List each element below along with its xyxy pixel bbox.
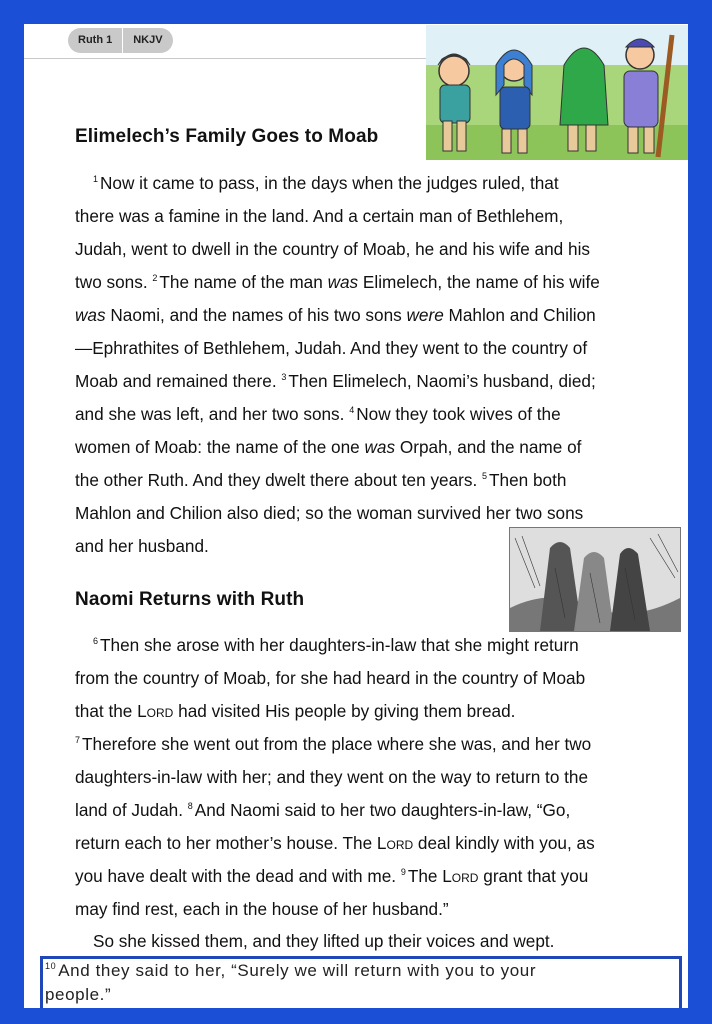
highlighted-verse-line: $^{10}$ And they said to her, “Surely we will return with you to your — [45, 961, 537, 980]
text-line: women of Moab: the name of the one was Orpah, and the name of — [75, 437, 582, 457]
verse-number: 5 — [482, 471, 488, 482]
highlighted-verse-box[interactable] — [40, 956, 682, 1008]
text-line: and her husband. — [75, 536, 209, 556]
text-line: daughters-in-law with her; and they went on the way to return to the — [75, 767, 589, 787]
text-line: So she kissed them, and they lifted up their voices and wept. — [93, 931, 555, 951]
verse-number: 9 — [400, 867, 406, 878]
text-line: $^1$ Now it came to pass, in the days when the judges ruled, that — [93, 173, 559, 193]
verse-number: 10 — [45, 961, 57, 972]
section-heading-2: Naomi Returns with Ruth — [75, 589, 305, 610]
reader-page — [24, 24, 688, 1008]
text-line: Moab and remained there. $^3$ Then Elimelech, Naomi’s husband, died; — [75, 371, 596, 391]
text-line: there was a famine in the land. And a certain man of Bethlehem, — [75, 206, 564, 226]
text-line: Judah, went to dwell in the country of Moab, he and his wife and his — [75, 239, 590, 259]
text-line: $^6$ Then she arose with her daughters-in-law that she might return — [93, 635, 579, 655]
book-chapter-button[interactable]: Ruth 1 — [78, 34, 113, 46]
text-line: that the Lord had visited His people by giving them bread. — [75, 701, 516, 721]
text-line: land of Judah. $^8$ And Naomi said to her two daughters-in-law, “Go, — [75, 800, 571, 820]
text-line: two sons. $^2$ The name of the man was Elimelech, the name of his wife — [75, 272, 600, 292]
verse-number: 3 — [281, 372, 287, 383]
section-heading-1: Elimelech’s Family Goes to Moab — [75, 126, 379, 147]
version-button[interactable]: NKJV — [133, 34, 163, 46]
text-line: $^7$ Therefore she went out from the place where she was, and her two — [75, 734, 592, 754]
verse-number: 7 — [75, 735, 81, 746]
text-line: from the country of Moab, for she had heard in the country of Moab — [75, 668, 586, 688]
verse-number: 1 — [93, 174, 99, 185]
verse-number: 8 — [187, 801, 193, 812]
cartoon-travelers-illustration — [426, 25, 688, 160]
text-line: return each to her mother’s house. The Lord deal kindly with you, as — [75, 833, 595, 853]
text-line: and she was left, and her two sons. $^4$ Now they took wives of the — [75, 404, 561, 424]
text-line: the other Ruth. And they dwelt there about ten years. $^5$ Then both — [75, 470, 567, 490]
verse-number: 4 — [349, 405, 355, 416]
text-line: was Naomi, and the names of his two sons were Mahlon and Chilion — [75, 305, 596, 325]
text-line: Mahlon and Chilion also died; so the woman survived her two sons — [75, 503, 584, 523]
highlighted-verse-line: people.” — [45, 985, 112, 1004]
text-line: —Ephrathites of Bethlehem, Judah. And they went to the country of — [75, 338, 588, 358]
text-line: may find rest, each in the house of her husband.” — [75, 899, 449, 919]
engraving-naomi-ruth-illustration — [509, 527, 681, 632]
verse-number: 2 — [152, 273, 158, 284]
text-line: you have dealt with the dead and with me. $^9$ The Lord grant that you — [75, 866, 589, 886]
passage-selector[interactable] — [68, 28, 173, 53]
verse-number: 6 — [93, 636, 99, 647]
